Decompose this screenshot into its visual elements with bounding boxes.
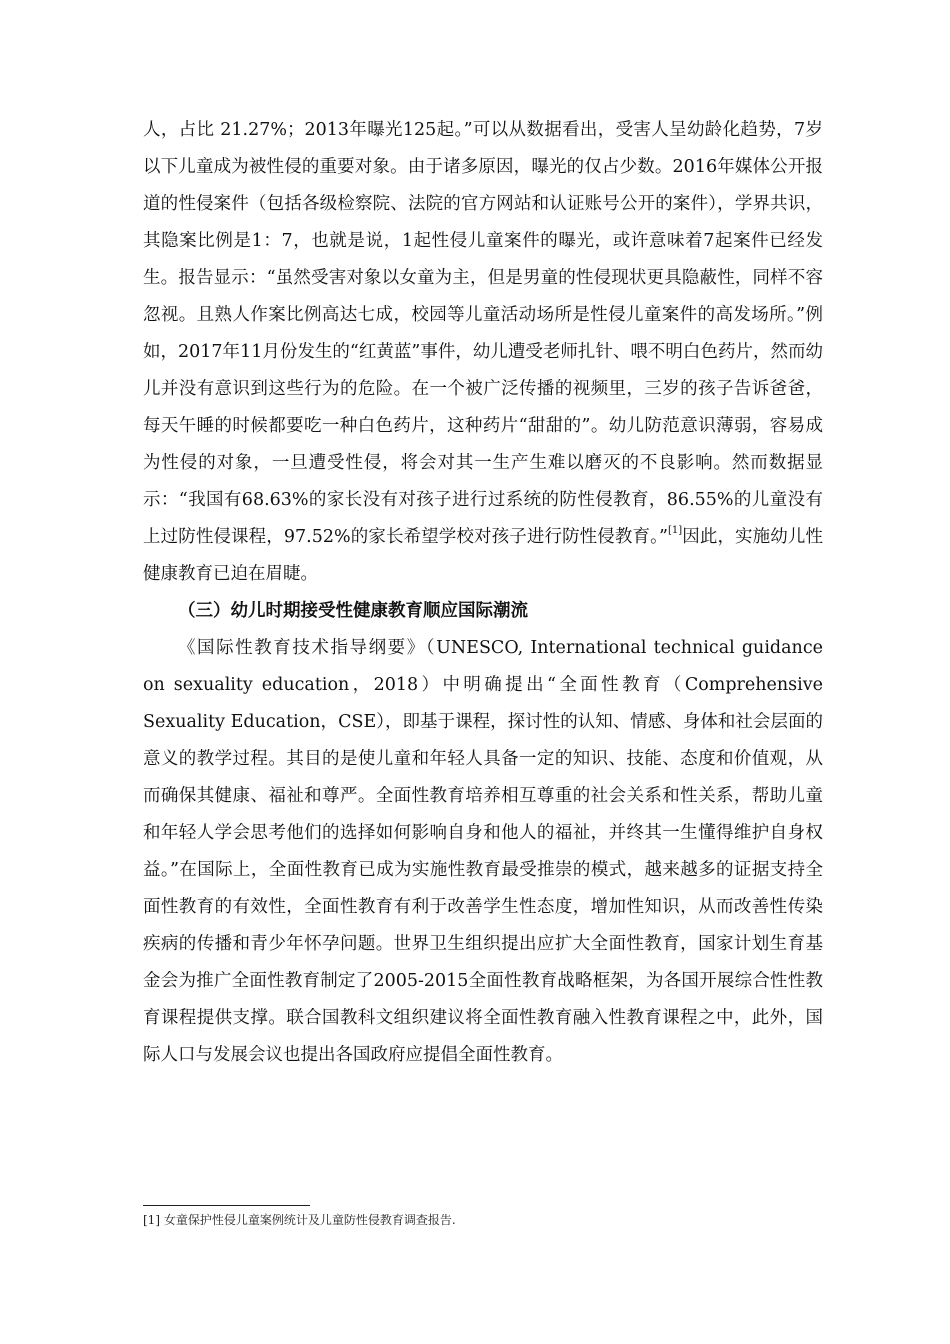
- document-body: [143, 112, 823, 1074]
- footnote: [1] 女童保护性侵儿童案例统计及儿童防性侵教育调查报告.: [143, 1213, 456, 1227]
- paragraph-2: 《国际性教育技术指导纲要》（UNESCO, International technical guidance on sexuality education，2018）中明确提出“全面性教育（Comprehensive Sexuality Education，CSE），即基于课程，探讨性的认知、情感、身体和社会层面的意义的教学过程。其目的是使儿童和年轻人具备一定的知识、技能、态度和价值观，从而确保其健康、福祉和尊严。全面性教育培养相互尊重的社会关系和性关系，帮助儿童和年轻人学会思考他们的选择如何影响自身和他人的福祉，并终其一生懂得维护自身权益。”在国际上，全面性教育已成为实施性教育最受推崇的模式，越来越多的证据支持全面性教育的有效性，全面性教育有利于改善学生性态度，增加性知识，从而改善性传染疾病的传播和青少年怀孕问题。世界卫生组织提出应扩大全面性教育，国家计划生育基金会为推广全面性教育制定了2005-2015全面性教育战略框架，为各国开展综合性性教育课程提供支撑。联合国教科文组织建议将全面性教育融入性教育课程之中，此外，国际人口与发展会议也提出各国政府应提倡全面性教育。: [143, 638, 823, 1065]
- paragraph-1: [143, 112, 823, 593]
- footnote-reference[interactable]: [1]: [667, 525, 683, 537]
- paragraph-1-conclusion: 因此，实施幼儿性健康教育已迫在眉睫。: [143, 527, 824, 584]
- section-heading: （三）幼儿时期接受性健康教育顺应国际潮流: [178, 601, 528, 621]
- paragraph-1-text: 人，占比 21.27%；2013年曝光125起。”可以从数据看出，受害人呈幼龄化趋势，7岁以下儿童成为被性侵的重要对象。由于诸多原因，曝光的仅占少数。2016年媒体公开报道的性侵案件（包括各级检察院、法院的官方网站和认证账号公开的案件），学界共识，其隐案比例是1：7，也就是说，1起性侵儿童案件的曝光，或许意味着7起案件已经发生。报告显示：“虽然受害对象以女童为主，但是男童的性侵现状更具隐蔽性，同样不容忽视。且熟人作案比例高达七成，校园等儿童活动场所是性侵儿童案件的高发场所。”例如，2017年11月份发生的“红黄蓝”事件，幼儿遭受老师扎针、喂不明白色药片，然而幼儿并没有意识到这些行为的危险。在一个被广泛传播的视频里，三岁的孩子告诉爸爸，每天午睡的时候都要吃一种白色药片，这种药片“甜甜的”。幼儿防范意识薄弱，容易成为性侵的对象，一旦遭受性侵，将会对其一生产生难以磨灭的不良影响。然而数据显示：“我国有68.63%的家长没有对孩子进行过系统的防性侵教育，86.55%的儿童没有上过防性侵课程，97.52%的家长希望学校对孩子进行防性侵教育。”: [143, 120, 823, 547]
- footnote-divider: [143, 1205, 310, 1206]
